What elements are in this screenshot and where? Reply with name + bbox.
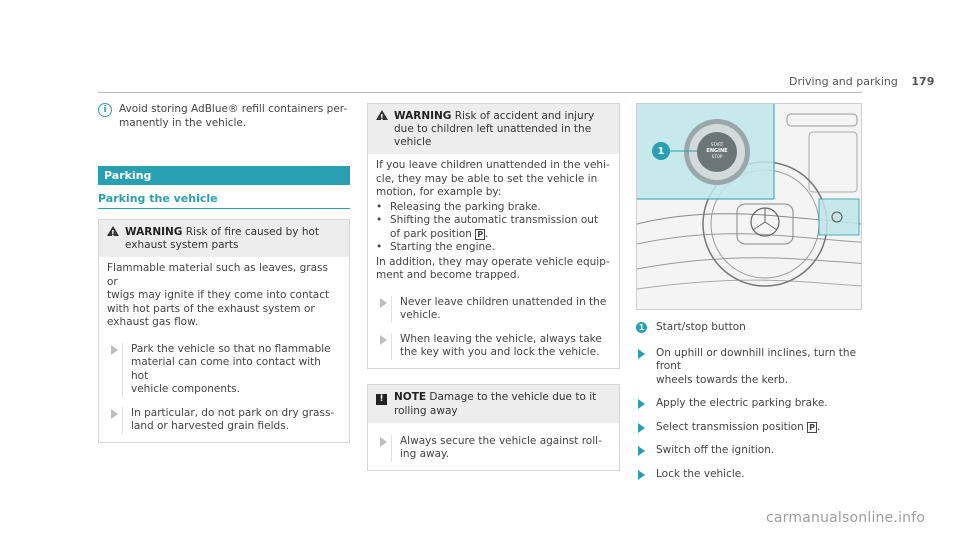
step-arrow-icon (638, 349, 645, 359)
warning-text: with hot parts of the exhaust system or (107, 302, 315, 315)
header-section: Driving and parking (789, 75, 898, 88)
watermark: carmanualsonline.info (766, 510, 926, 526)
warning-text: ment and become trapped. (376, 269, 520, 281)
note-title: rolling away (394, 404, 458, 417)
warning-text: Flammable material such as leaves, grass or (107, 262, 328, 288)
info-icon: i (98, 103, 112, 117)
instruction-step: Apply the electric parking brake. (636, 397, 863, 411)
warning-text: If you leave children unattended in the vehi- (376, 159, 610, 171)
running-header (789, 75, 934, 88)
instruction-step: Switch off the ignition. (636, 444, 863, 458)
step-arrow-icon (380, 437, 387, 447)
warning-box-fire (98, 219, 350, 443)
note-icon: ! (376, 394, 387, 405)
legend-text: Start/stop button (656, 321, 746, 333)
step-text: land or harvested grain fields. (131, 420, 290, 432)
instruction-step: On uphill or downhill inclines, turn the front wheels towards the kerb. (636, 347, 863, 388)
warning-icon: ! (107, 226, 119, 236)
header-rule (98, 92, 862, 93)
warning-text: In addition, they may operate vehicle equip- (376, 255, 610, 268)
step-arrow-icon (380, 298, 387, 308)
legend-number: 1 (636, 322, 647, 333)
warning-header (368, 104, 619, 154)
step-text: In particular, do not park on dry grass- (131, 406, 335, 419)
step-arrow-icon (638, 399, 645, 409)
step-text: ing away. (400, 448, 450, 460)
step-arrow-icon (111, 345, 118, 355)
warning-title: exhaust system parts (125, 239, 239, 251)
column-3 (636, 103, 863, 481)
step-arrow-icon (638, 446, 645, 456)
park-position-icon: P (809, 422, 815, 432)
instruction-step: Select transmission position P . (636, 421, 863, 435)
warning-header (99, 220, 349, 257)
page-number: 179 (911, 75, 935, 88)
section-title: Parking (98, 166, 350, 185)
warning-step (107, 343, 341, 397)
warning-step (376, 333, 611, 360)
park-position-icon: P (477, 229, 484, 239)
warning-text: twigs may ignite if they come into contact (107, 289, 330, 301)
warning-label: WARNING (394, 110, 452, 122)
step-text: the key with you and lock the vehicle. (400, 346, 600, 358)
tip-line: manently in the vehicle. (119, 116, 247, 129)
step-text: vehicle components. (131, 383, 240, 395)
note-label: NOTE (394, 390, 427, 403)
subsection-title: Parking the vehicle (98, 192, 218, 205)
list-item: • Releasing the parking brake. (376, 200, 541, 213)
column-2 (367, 103, 620, 471)
warning-title: Risk of accident and injury (454, 110, 595, 122)
tip-block (98, 103, 350, 130)
tip-line: Avoid storing AdBlue® refill containers per- (119, 103, 348, 115)
step-arrow-icon (638, 423, 645, 433)
warning-title: vehicle (394, 136, 432, 148)
dashboard-illustration (636, 103, 862, 310)
warning-title: due to children left unattended in the (394, 123, 592, 135)
warning-step (376, 296, 611, 323)
warning-body (368, 154, 619, 368)
note-box (367, 384, 620, 471)
warning-title: Risk of fire caused by hot (185, 226, 320, 238)
step-text: material can come into contact with hot (131, 356, 321, 382)
warning-text: exhaust gas flow. (107, 316, 199, 328)
warning-body (99, 257, 349, 442)
warning-box-children (367, 103, 620, 369)
warning-text: motion, for example by: (376, 186, 502, 198)
step-text: Always secure the vehicle against roll- (400, 434, 602, 447)
instruction-step: Lock the vehicle. (636, 468, 863, 482)
list-item: • Shifting the automatic transmission out of park position P . (376, 214, 599, 240)
step-text: Never leave children unattended in the (400, 295, 607, 308)
list-item: • Starting the engine. (376, 241, 495, 253)
legend-item (636, 321, 863, 335)
note-header (368, 385, 619, 423)
step-arrow-icon (380, 335, 387, 345)
note-body (368, 423, 619, 470)
note-step (376, 435, 611, 462)
step-arrow-icon (111, 409, 118, 419)
button-label: START ENGINE STOP (706, 142, 728, 159)
step-arrow-icon (638, 470, 645, 480)
warning-text: cle, they may be able to set the vehicle in (376, 172, 598, 185)
warning-label: WARNING (125, 226, 183, 238)
step-text: Park the vehicle so that no flammable (131, 342, 331, 355)
step-text: vehicle. (400, 309, 441, 321)
note-title: Damage to the vehicle due to it (429, 390, 597, 403)
dashboard-drawing (637, 104, 861, 309)
callout-number: 1 (657, 146, 665, 157)
warning-icon: ! (376, 110, 388, 120)
column-1 (98, 103, 350, 443)
subsection-rule (98, 208, 350, 209)
warning-step (107, 407, 341, 434)
step-text: When leaving the vehicle, always take (400, 332, 602, 345)
